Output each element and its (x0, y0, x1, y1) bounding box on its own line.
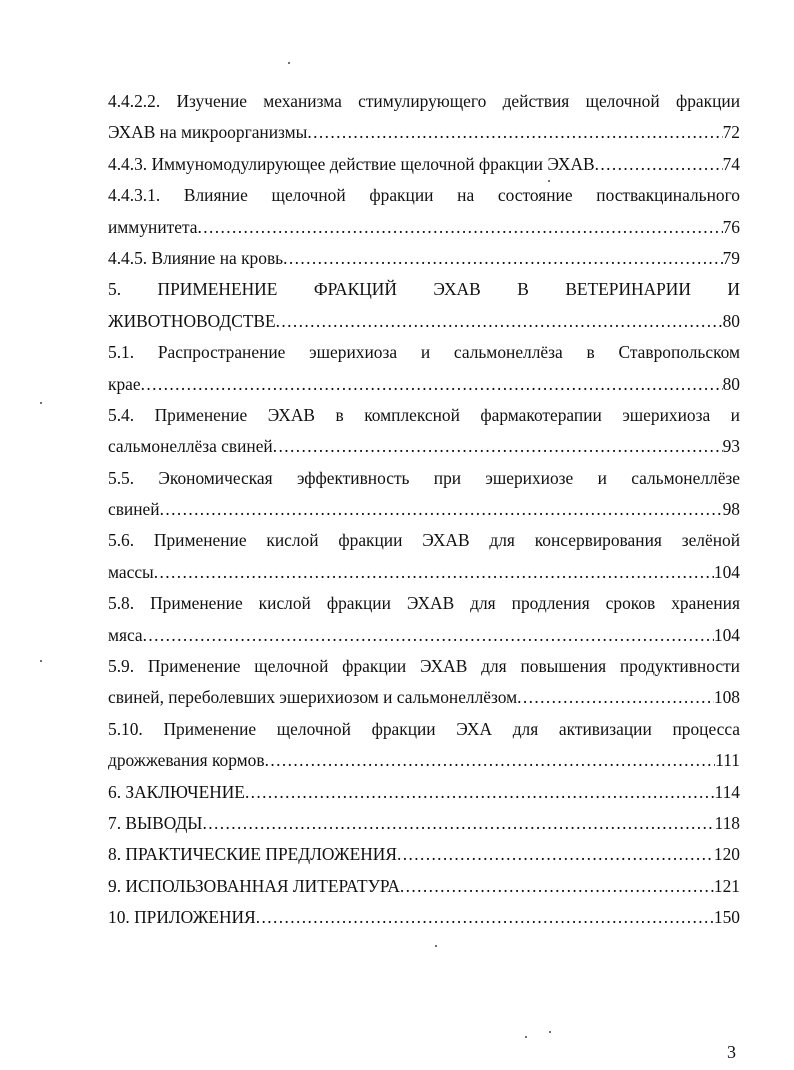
dot-leader (400, 871, 714, 902)
toc-entry-leader-line (108, 871, 740, 902)
toc-entry-page-number: 72 (722, 122, 740, 143)
toc-entry-leader-line (108, 243, 740, 274)
toc-entry-title: 6. ЗАКЛЮЧЕНИЕ (108, 781, 245, 802)
toc-entry-6 (108, 777, 740, 808)
scan-speck (40, 660, 42, 662)
toc-entry-page-number: 98 (722, 499, 740, 520)
toc-entry-text-line: 5.5. Экономическая эффективность при эшерихиозе и сальмонеллёзе (108, 467, 740, 488)
toc-entry-title: свиней, переболевших эшерихиозом и сальмонеллёзом (108, 687, 518, 708)
dot-leader (143, 620, 714, 651)
toc-entry-leader-line (108, 777, 740, 808)
page-number: 3 (727, 1042, 736, 1062)
toc-entry-title: 9. ИСПОЛЬЗОВАННАЯ ЛИТЕРАТУРА (108, 875, 400, 896)
toc-entry-8 (108, 839, 740, 870)
toc-entry-7 (108, 808, 740, 839)
toc-entry-text-line: 4.4.2.2. Изучение механизма стимулирующего действия щелочной фракции (108, 91, 740, 111)
toc-entry-title: иммунитета (108, 216, 198, 237)
toc-entry-page-number: 104 (713, 624, 740, 645)
toc-entry-page-number: 80 (722, 310, 740, 331)
toc-entry-title: мяса (108, 624, 143, 645)
toc-entry-5-8 (108, 588, 740, 651)
toc-entry-leader-line (108, 431, 740, 462)
scan-speck (548, 180, 550, 182)
toc-entry-page-number: 111 (715, 750, 740, 771)
scan-speck (40, 402, 42, 404)
toc-entry-title: 10. ПРИЛОЖЕНИЯ (108, 907, 256, 928)
toc-entry-page-number: 150 (713, 907, 740, 928)
toc-entry-page-number: 121 (713, 875, 740, 896)
toc-entry-10 (108, 902, 740, 933)
toc-entry-leader-line (108, 839, 740, 870)
toc-entry-title: дрожжевания кормов (108, 750, 265, 771)
toc-entry-text-line: 5. ПРИМЕНЕНИЕ ФРАКЦИЙ ЭХАВ В ВЕТЕРИНАРИИ И (108, 279, 740, 300)
toc-entry-title: 7. ВЫВОДЫ (108, 812, 203, 833)
toc-entry-5-10 (108, 714, 740, 777)
dot-leader (307, 117, 722, 148)
toc-entry-text-line: 4.4.3.1. Влияние щелочной фракции на состояние поствакцинального (108, 185, 740, 206)
dot-leader (245, 777, 715, 808)
toc-entry-page-number: 104 (713, 561, 740, 582)
toc-entry-5-6 (108, 525, 740, 588)
toc-entry-5-4 (108, 400, 740, 463)
toc-entry-title: ЭХАВ на микроорганизмы (108, 122, 308, 143)
toc-entry-5 (108, 274, 740, 337)
toc-entry-4-4-2-2 (108, 86, 740, 149)
dot-leader (273, 431, 723, 462)
dot-leader (141, 369, 723, 400)
dot-leader (276, 306, 723, 337)
toc-entry-text-line: 5.9. Применение щелочной фракции ЭХАВ для повышения продуктивности (108, 656, 740, 677)
toc-entry-leader-line (108, 808, 740, 839)
dot-leader (197, 212, 722, 243)
toc-entry-leader-line (108, 306, 740, 337)
toc-entry-title: ЖИВОТНОВОДСТВЕ (108, 310, 276, 331)
toc-entry-title: свиней (108, 499, 160, 520)
toc-entry-title: 8. ПРАКТИЧЕСКИЕ ПРЕДЛОЖЕНИЯ (108, 844, 397, 865)
toc-entry-title: массы (108, 561, 154, 582)
toc-entry-title: 4.4.3. Иммуномодулирующее действие щелочной фракции ЭХАВ (108, 153, 595, 174)
dot-leader (202, 808, 714, 839)
toc-entry-page-number: 108 (713, 687, 740, 708)
toc-entry-text-line: 5.4. Применение ЭХАВ в комплексной фармакотерапии эшерихиоза и (108, 404, 740, 425)
toc-entry-leader-line (108, 557, 740, 588)
toc-entry-leader-line (108, 620, 740, 651)
dot-leader (283, 243, 723, 274)
dot-leader (160, 494, 723, 525)
scan-speck (435, 945, 437, 947)
dot-leader (595, 149, 723, 180)
toc-entry-page-number: 114 (714, 781, 740, 802)
toc-entry-5-1 (108, 337, 740, 400)
toc-entry-5-9 (108, 651, 740, 714)
toc-entry-leader-line (108, 745, 740, 776)
dot-leader (397, 839, 714, 870)
scan-speck (288, 62, 290, 64)
toc-entry-title: сальмонеллёза свиней (108, 436, 273, 457)
toc-entry-page-number: 118 (714, 812, 740, 833)
toc-entry-page-number: 76 (722, 216, 740, 237)
toc-entry-page-number: 120 (713, 844, 740, 865)
dot-leader (154, 557, 714, 588)
toc-entry-title: 4.4.5. Влияние на кровь (108, 247, 284, 268)
toc-entry-4-4-3-1 (108, 180, 740, 243)
toc-entry-page-number: 79 (722, 247, 740, 268)
toc-entry-page-number: 93 (722, 436, 740, 457)
toc-entry-page-number: 80 (722, 373, 740, 394)
scan-speck (549, 1031, 551, 1033)
scan-speck (525, 1036, 527, 1038)
toc-entry-text-line: 5.10. Применение щелочной фракции ЭХА для активизации процесса (108, 718, 740, 739)
toc-entry-leader-line (108, 149, 740, 180)
toc-entry-9 (108, 871, 740, 902)
toc-entry-title: крае (108, 373, 141, 394)
toc-entry-4-4-5 (108, 243, 740, 274)
toc-entry-leader-line (108, 902, 740, 933)
toc-entry-text-line: 5.8. Применение кислой фракции ЭХАВ для продления сроков хранения (108, 593, 740, 614)
toc-entry-leader-line (108, 369, 740, 400)
toc-entry-5-5 (108, 463, 740, 526)
toc-entry-leader-line (108, 494, 740, 525)
toc-entry-leader-line (108, 117, 740, 148)
table-of-contents (108, 86, 740, 934)
toc-entry-4-4-3 (108, 149, 740, 180)
toc-entry-leader-line (108, 212, 740, 243)
dot-leader (265, 745, 716, 776)
toc-entry-page-number: 74 (722, 153, 740, 174)
toc-entry-text-line: 5.6. Применение кислой фракции ЭХАВ для консервирования зелёной (108, 530, 740, 551)
toc-entry-leader-line (108, 682, 740, 713)
toc-entry-text-line: 5.1. Распространение эшерихиоза и сальмонеллёза в Ставропольском (108, 342, 740, 363)
dot-leader (517, 682, 714, 713)
dot-leader (256, 902, 714, 933)
